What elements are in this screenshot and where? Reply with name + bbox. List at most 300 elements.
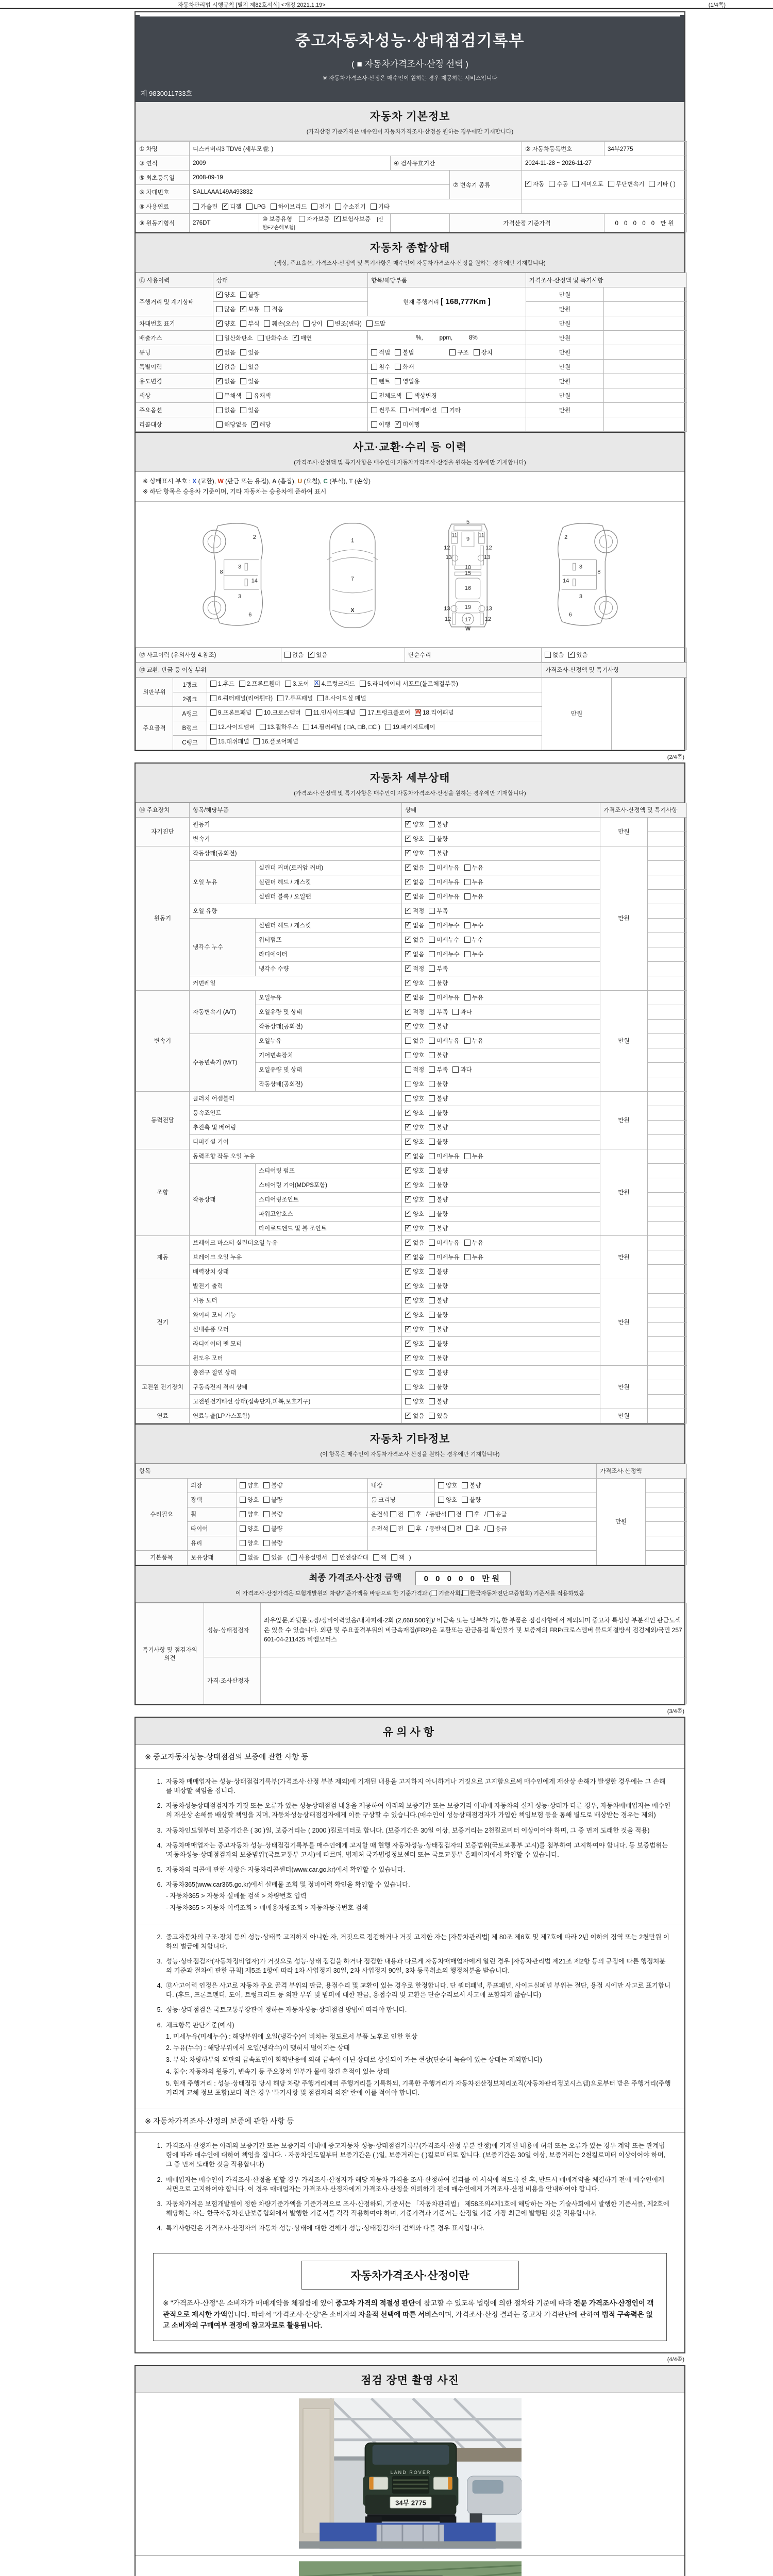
option-label: 누유 — [472, 894, 483, 901]
checkbox[interactable] — [429, 1211, 435, 1217]
checkbox[interactable] — [405, 1124, 411, 1130]
checkbox[interactable] — [405, 965, 411, 972]
checkbox[interactable] — [240, 303, 247, 312]
checkbox[interactable] — [429, 1095, 435, 1101]
remark-cell — [646, 1521, 687, 1536]
page-1 — [135, 11, 685, 751]
table-row — [136, 663, 687, 677]
checkbox-option — [240, 348, 259, 357]
checkbox[interactable] — [405, 1081, 411, 1087]
checkbox[interactable] — [464, 893, 470, 900]
checkbox[interactable] — [405, 1297, 411, 1303]
option-label: 기타 — [449, 407, 461, 414]
checkbox[interactable] — [304, 320, 310, 327]
checkbox[interactable] — [240, 1526, 246, 1532]
simple-repair-label: 단순수리 — [405, 648, 542, 662]
checkbox[interactable] — [210, 695, 216, 701]
option-label: 자동 — [533, 181, 545, 188]
checkbox[interactable] — [405, 1052, 411, 1058]
price-info-title: 자동차가격조사·산정이란 — [301, 2261, 519, 2290]
checkbox[interactable] — [464, 937, 470, 943]
status-code: A — [272, 478, 278, 485]
checkbox[interactable] — [429, 908, 435, 914]
checkbox[interactable] — [464, 865, 470, 871]
checkbox[interactable] — [405, 1211, 411, 1217]
remark-cell — [648, 1019, 687, 1033]
checkbox[interactable] — [405, 1254, 411, 1260]
option-label: 불량 — [436, 1168, 448, 1175]
checkbox[interactable] — [264, 320, 270, 327]
checkbox[interactable] — [405, 1268, 411, 1275]
checkbox-option — [240, 305, 259, 313]
checkbox[interactable] — [371, 378, 377, 384]
checkbox[interactable] — [366, 320, 373, 327]
checkbox[interactable] — [405, 1139, 411, 1145]
checkbox[interactable] — [216, 320, 223, 327]
checkbox[interactable] — [405, 821, 411, 827]
basic-items-group-label: 기본품목 — [136, 1550, 188, 1565]
checkbox[interactable] — [429, 1023, 435, 1029]
checkbox[interactable] — [385, 724, 391, 730]
checkbox[interactable] — [405, 862, 411, 871]
checkbox-option — [429, 964, 448, 973]
checkbox[interactable] — [405, 1326, 411, 1332]
checkbox[interactable] — [405, 850, 411, 856]
checkbox[interactable] — [429, 1225, 435, 1231]
checkbox[interactable] — [429, 821, 435, 827]
checkbox[interactable] — [429, 850, 435, 856]
remark-cell — [648, 1293, 687, 1308]
checkbox-option — [240, 1524, 259, 1533]
checkbox[interactable] — [216, 407, 223, 413]
checkbox[interactable] — [464, 1153, 470, 1159]
status-options — [213, 302, 368, 316]
status-code: X — [192, 478, 198, 485]
checkbox[interactable] — [429, 951, 435, 957]
checkbox[interactable] — [405, 994, 411, 1001]
checkbox[interactable] — [429, 1167, 435, 1174]
checkbox[interactable] — [246, 204, 253, 210]
checkbox[interactable] — [405, 1338, 411, 1347]
checkbox[interactable] — [405, 951, 411, 957]
checkbox[interactable] — [277, 695, 283, 701]
checkbox[interactable] — [466, 1511, 473, 1517]
checkbox[interactable] — [464, 879, 470, 885]
checkbox[interactable] — [400, 407, 407, 413]
checkbox[interactable] — [549, 181, 555, 187]
checkbox[interactable] — [240, 1511, 246, 1517]
checkbox[interactable] — [405, 836, 411, 842]
checkbox[interactable] — [306, 709, 312, 716]
checkbox[interactable] — [240, 1482, 246, 1488]
checkbox[interactable] — [488, 1526, 494, 1532]
checkbox[interactable] — [293, 332, 299, 341]
checkbox[interactable] — [334, 216, 341, 222]
item-label: 디퍼렌셜 기어 — [190, 1134, 402, 1149]
checkbox[interactable] — [210, 738, 216, 744]
checkbox-option — [405, 1008, 424, 1016]
item-label: 기어변속장치 — [256, 1048, 402, 1062]
checkbox[interactable] — [222, 201, 229, 210]
option-label: 불량 — [436, 1298, 448, 1304]
checkbox[interactable] — [291, 1554, 297, 1561]
checkbox[interactable] — [429, 1268, 435, 1275]
checkbox[interactable] — [317, 695, 324, 701]
remark-cell — [648, 961, 687, 976]
checkbox[interactable] — [373, 1554, 379, 1561]
checkbox[interactable] — [405, 1038, 411, 1044]
checkbox[interactable] — [429, 922, 435, 928]
checkbox[interactable] — [464, 1254, 470, 1260]
option-label: 없음 — [413, 1255, 425, 1261]
option-label: 없음 — [413, 923, 425, 929]
checkbox[interactable] — [429, 994, 435, 1001]
checkbox[interactable] — [429, 1326, 435, 1332]
checkbox[interactable] — [429, 879, 435, 885]
checkbox[interactable] — [327, 320, 333, 327]
option-label: 불량 — [436, 1081, 448, 1088]
checkbox[interactable] — [311, 204, 317, 210]
price-info-segment: 중고차 가격의 적절성 판단 — [335, 2299, 415, 2308]
checkbox-option — [405, 892, 424, 901]
item-group-label: 수동변속기 (M/T) — [190, 1033, 256, 1091]
checkbox[interactable] — [240, 349, 246, 355]
damage-mark: W — [465, 625, 470, 632]
checkbox[interactable] — [405, 1240, 411, 1246]
checkbox[interactable] — [371, 204, 377, 210]
checkbox[interactable] — [429, 1124, 435, 1130]
checkbox[interactable] — [545, 652, 551, 658]
checkbox[interactable] — [452, 1066, 459, 1073]
checkbox[interactable] — [429, 965, 435, 972]
checkbox[interactable] — [360, 681, 366, 687]
checkbox[interactable] — [405, 1355, 411, 1361]
checkbox-option — [405, 1267, 424, 1276]
check-mark: ✓ — [309, 650, 315, 658]
checkbox[interactable] — [405, 922, 411, 928]
option-label: 불량 — [436, 1197, 448, 1204]
checkbox[interactable] — [216, 421, 223, 428]
checkbox[interactable] — [246, 393, 252, 399]
checkbox[interactable] — [239, 681, 245, 687]
checkbox[interactable] — [216, 335, 223, 341]
checkbox[interactable] — [429, 1196, 435, 1202]
checkbox[interactable] — [429, 1283, 435, 1289]
checkbox[interactable] — [210, 681, 216, 687]
checkbox[interactable] — [395, 378, 401, 384]
checkbox-option — [429, 820, 448, 828]
checkbox[interactable] — [391, 1554, 397, 1561]
option-label: 불량 — [436, 1370, 448, 1377]
checkbox[interactable] — [405, 1312, 411, 1318]
checkbox-option — [438, 1496, 457, 1504]
option-label: 적음 — [272, 306, 283, 313]
fuel-options — [190, 199, 522, 214]
checkbox[interactable] — [429, 836, 435, 842]
checkbox[interactable] — [240, 378, 246, 384]
table-row — [136, 374, 687, 388]
checkbox[interactable] — [405, 893, 411, 900]
option-label: 미이행 — [402, 421, 420, 428]
checkbox[interactable] — [395, 421, 401, 428]
checkbox[interactable] — [254, 738, 260, 744]
checkbox-option — [360, 708, 410, 719]
checkbox[interactable] — [573, 181, 579, 187]
checkbox[interactable] — [405, 1398, 411, 1404]
checkbox[interactable] — [240, 1540, 246, 1546]
checkbox[interactable] — [371, 393, 377, 399]
column-header: ⑭ 주요장치 — [136, 803, 190, 817]
checkbox-option — [299, 215, 329, 223]
option-label: 불량 — [271, 1526, 283, 1533]
checkbox-option — [366, 319, 385, 328]
checkbox[interactable] — [429, 1153, 435, 1159]
checkbox[interactable] — [442, 407, 448, 413]
checkbox[interactable] — [405, 1182, 411, 1188]
option-label: 양호 — [247, 1497, 259, 1504]
checkbox[interactable] — [429, 1009, 435, 1015]
option-label: 불량 — [436, 1283, 448, 1290]
checkbox[interactable] — [405, 1023, 411, 1029]
checkbox[interactable] — [438, 1497, 444, 1503]
notice-item-number: 5. — [157, 2006, 162, 2014]
checkbox[interactable] — [429, 1413, 435, 1419]
checkbox[interactable] — [429, 1066, 435, 1073]
checkbox-option — [263, 1481, 282, 1489]
checkbox[interactable] — [429, 1110, 435, 1116]
item-label: 윈도우 모터 — [190, 1351, 402, 1365]
checkbox[interactable] — [429, 1052, 435, 1058]
checkbox[interactable] — [256, 709, 262, 716]
checkbox[interactable] — [405, 1110, 411, 1116]
checkbox[interactable] — [448, 1511, 455, 1517]
remark-cell — [648, 1380, 687, 1394]
checkbox[interactable] — [649, 181, 655, 187]
checkbox[interactable] — [449, 349, 456, 355]
checkbox[interactable] — [429, 937, 435, 943]
checkbox[interactable] — [299, 216, 305, 222]
status-options — [402, 1235, 600, 1250]
checkbox[interactable] — [464, 922, 470, 928]
checkbox[interactable] — [429, 1139, 435, 1145]
checkbox[interactable] — [271, 204, 277, 210]
panel-items — [207, 692, 542, 706]
checkbox[interactable] — [263, 1511, 270, 1517]
checkbox[interactable] — [464, 1240, 470, 1246]
panel-items — [207, 735, 542, 750]
status-options — [402, 1077, 600, 1091]
checkbox[interactable] — [314, 681, 320, 687]
option-label: 19.패키지트레이 — [392, 724, 435, 731]
checkbox[interactable] — [405, 1369, 411, 1376]
option-label: 4.트렁크리드 — [321, 681, 355, 688]
checkbox[interactable] — [462, 1497, 468, 1503]
status-options — [402, 1207, 600, 1221]
checkbox[interactable] — [429, 865, 435, 871]
checkbox[interactable] — [405, 937, 411, 943]
checkbox[interactable] — [406, 393, 412, 399]
checkbox-option — [429, 1138, 448, 1146]
checkbox[interactable] — [193, 204, 199, 210]
checkbox[interactable] — [568, 652, 575, 658]
status-options — [402, 961, 600, 976]
checkbox[interactable] — [263, 1497, 270, 1503]
checkbox[interactable] — [210, 709, 216, 716]
checkbox-option — [216, 334, 253, 342]
checkbox[interactable] — [452, 1009, 459, 1015]
checkbox[interactable] — [240, 407, 246, 413]
status-options — [402, 918, 600, 933]
checkbox[interactable] — [429, 1081, 435, 1087]
option-label: 적정 — [413, 1009, 425, 1016]
checkbox[interactable] — [464, 994, 470, 1001]
notice-group3-header: ※ 자동차가격조사·산정의 보증에 관한 사항 등 — [136, 2109, 684, 2133]
checkbox[interactable] — [429, 1254, 435, 1260]
status-options — [213, 360, 368, 374]
checkbox[interactable] — [332, 1554, 338, 1561]
inspection-label: ④ 검사유효기간 — [391, 156, 522, 171]
checkbox[interactable] — [408, 1526, 414, 1532]
checkbox[interactable] — [240, 1497, 246, 1503]
checkbox[interactable] — [264, 306, 270, 312]
checkbox[interactable] — [438, 1482, 444, 1488]
remark-cell — [648, 1235, 687, 1250]
checkbox[interactable] — [405, 908, 411, 914]
checkbox[interactable] — [335, 204, 341, 210]
status-options — [402, 817, 600, 832]
checkbox[interactable] — [405, 980, 411, 986]
checkbox[interactable] — [360, 709, 366, 716]
checkbox-option — [429, 849, 448, 857]
checkbox[interactable] — [216, 306, 223, 312]
checkbox[interactable] — [263, 1482, 270, 1488]
checkbox[interactable] — [415, 709, 421, 716]
checkbox[interactable] — [405, 1153, 411, 1159]
checkbox[interactable] — [405, 1095, 411, 1101]
check-mark: ✓ — [406, 992, 411, 1001]
checkbox[interactable] — [285, 681, 291, 687]
checkbox[interactable] — [284, 652, 291, 658]
checkbox[interactable] — [240, 320, 246, 327]
checkbox[interactable] — [371, 349, 377, 355]
checkbox[interactable] — [429, 1355, 435, 1361]
option-label: 불량 — [469, 1497, 481, 1504]
checkbox[interactable] — [429, 980, 435, 986]
checkbox[interactable] — [263, 1554, 270, 1561]
checkbox[interactable] — [216, 361, 223, 370]
item-group-label: 냉각수 누수 — [190, 918, 256, 976]
checkbox[interactable] — [216, 289, 223, 298]
checkbox[interactable] — [371, 421, 377, 428]
checkbox[interactable] — [429, 1038, 435, 1044]
checkbox[interactable] — [390, 1526, 396, 1532]
checkbox[interactable] — [390, 1511, 396, 1517]
checkbox[interactable] — [405, 1196, 411, 1202]
checkbox[interactable] — [462, 1482, 468, 1488]
inspector-comment: 좌우앞문,좌뒷문도장/정비이력있음/내차피해-2회 (2,668,500원)/ 비금속 또는 탈부착 가능한 부품은 점검사항에서 제외되며 중고차 특성상 부분적인 판금도색은 있을 수 있습니다. 외판 및 주요골격부위의 비금속재질(FRP)은 교환또는 판금용접 확인불가 및 보증제외 FRP/크로스멤버 볼트체결방식 점검제외/국민 257601-04-211425 비엠모터스 — [261, 1603, 687, 1657]
checkbox[interactable] — [429, 1341, 435, 1347]
checkbox[interactable] — [240, 1554, 246, 1561]
status-options — [402, 1351, 600, 1365]
checkbox[interactable] — [429, 1384, 435, 1390]
inspector-label: 성능·상태점검자 — [204, 1603, 261, 1657]
checkbox[interactable] — [395, 364, 401, 370]
checkbox[interactable] — [462, 1590, 468, 1596]
table-row — [136, 142, 687, 156]
status-options — [402, 1221, 600, 1235]
checkbox[interactable] — [429, 1398, 435, 1404]
status-options — [402, 1409, 600, 1423]
checkbox-option — [474, 348, 493, 357]
checkbox[interactable] — [429, 1182, 435, 1188]
checkbox[interactable] — [405, 1413, 411, 1419]
checkbox[interactable] — [371, 407, 377, 413]
option-label: 없음 — [247, 1555, 259, 1562]
checkbox[interactable] — [405, 879, 411, 885]
checkbox[interactable] — [303, 724, 309, 730]
checkbox[interactable] — [210, 724, 216, 730]
checkbox[interactable] — [240, 292, 246, 298]
checkbox[interactable] — [429, 1297, 435, 1303]
item-label: 타이로드엔드 및 볼 조인트 — [256, 1221, 402, 1235]
checkbox[interactable] — [240, 364, 246, 370]
checkbox[interactable] — [405, 1283, 411, 1289]
checkbox[interactable] — [448, 1526, 455, 1532]
checkbox[interactable] — [429, 1240, 435, 1246]
option-label: 가솔린 — [200, 204, 218, 210]
checkbox[interactable] — [405, 1225, 411, 1231]
checkbox[interactable] — [466, 1526, 473, 1532]
checkbox[interactable] — [408, 1511, 414, 1517]
checkbox[interactable] — [216, 393, 223, 399]
checkbox[interactable] — [308, 652, 314, 658]
checkbox[interactable] — [371, 364, 377, 370]
checkbox[interactable] — [429, 1312, 435, 1318]
option-label: 불량 — [436, 1355, 448, 1362]
status-code-legend — [136, 472, 684, 502]
checkbox-option — [317, 693, 366, 705]
panel-items — [207, 677, 542, 692]
checkbox[interactable] — [608, 181, 614, 187]
checkbox[interactable] — [429, 893, 435, 900]
checkbox[interactable] — [464, 1038, 470, 1044]
checkbox[interactable] — [260, 724, 266, 730]
option-label: 양호 — [413, 1269, 425, 1276]
checkbox-option — [429, 993, 459, 1002]
checkbox[interactable] — [263, 1526, 270, 1532]
checkbox[interactable] — [431, 1590, 437, 1596]
table-row — [136, 199, 687, 214]
checkbox[interactable] — [216, 349, 223, 355]
checkbox[interactable] — [405, 1167, 411, 1174]
checkbox[interactable] — [464, 951, 470, 957]
panel-number: 16 — [464, 585, 471, 591]
checkbox[interactable] — [216, 378, 223, 384]
remark-cell — [604, 417, 687, 432]
item-options — [368, 360, 526, 374]
checkbox[interactable] — [258, 335, 264, 341]
checkbox[interactable] — [405, 1384, 411, 1390]
checkbox[interactable] — [405, 1066, 411, 1073]
checkbox[interactable] — [488, 1511, 494, 1517]
checkbox[interactable] — [251, 421, 258, 428]
checkbox[interactable] — [474, 349, 480, 355]
checkbox[interactable] — [525, 178, 531, 187]
checkbox[interactable] — [395, 349, 401, 355]
checkbox[interactable] — [263, 1540, 270, 1546]
checkbox[interactable] — [405, 1009, 411, 1015]
checkbox[interactable] — [429, 1369, 435, 1376]
